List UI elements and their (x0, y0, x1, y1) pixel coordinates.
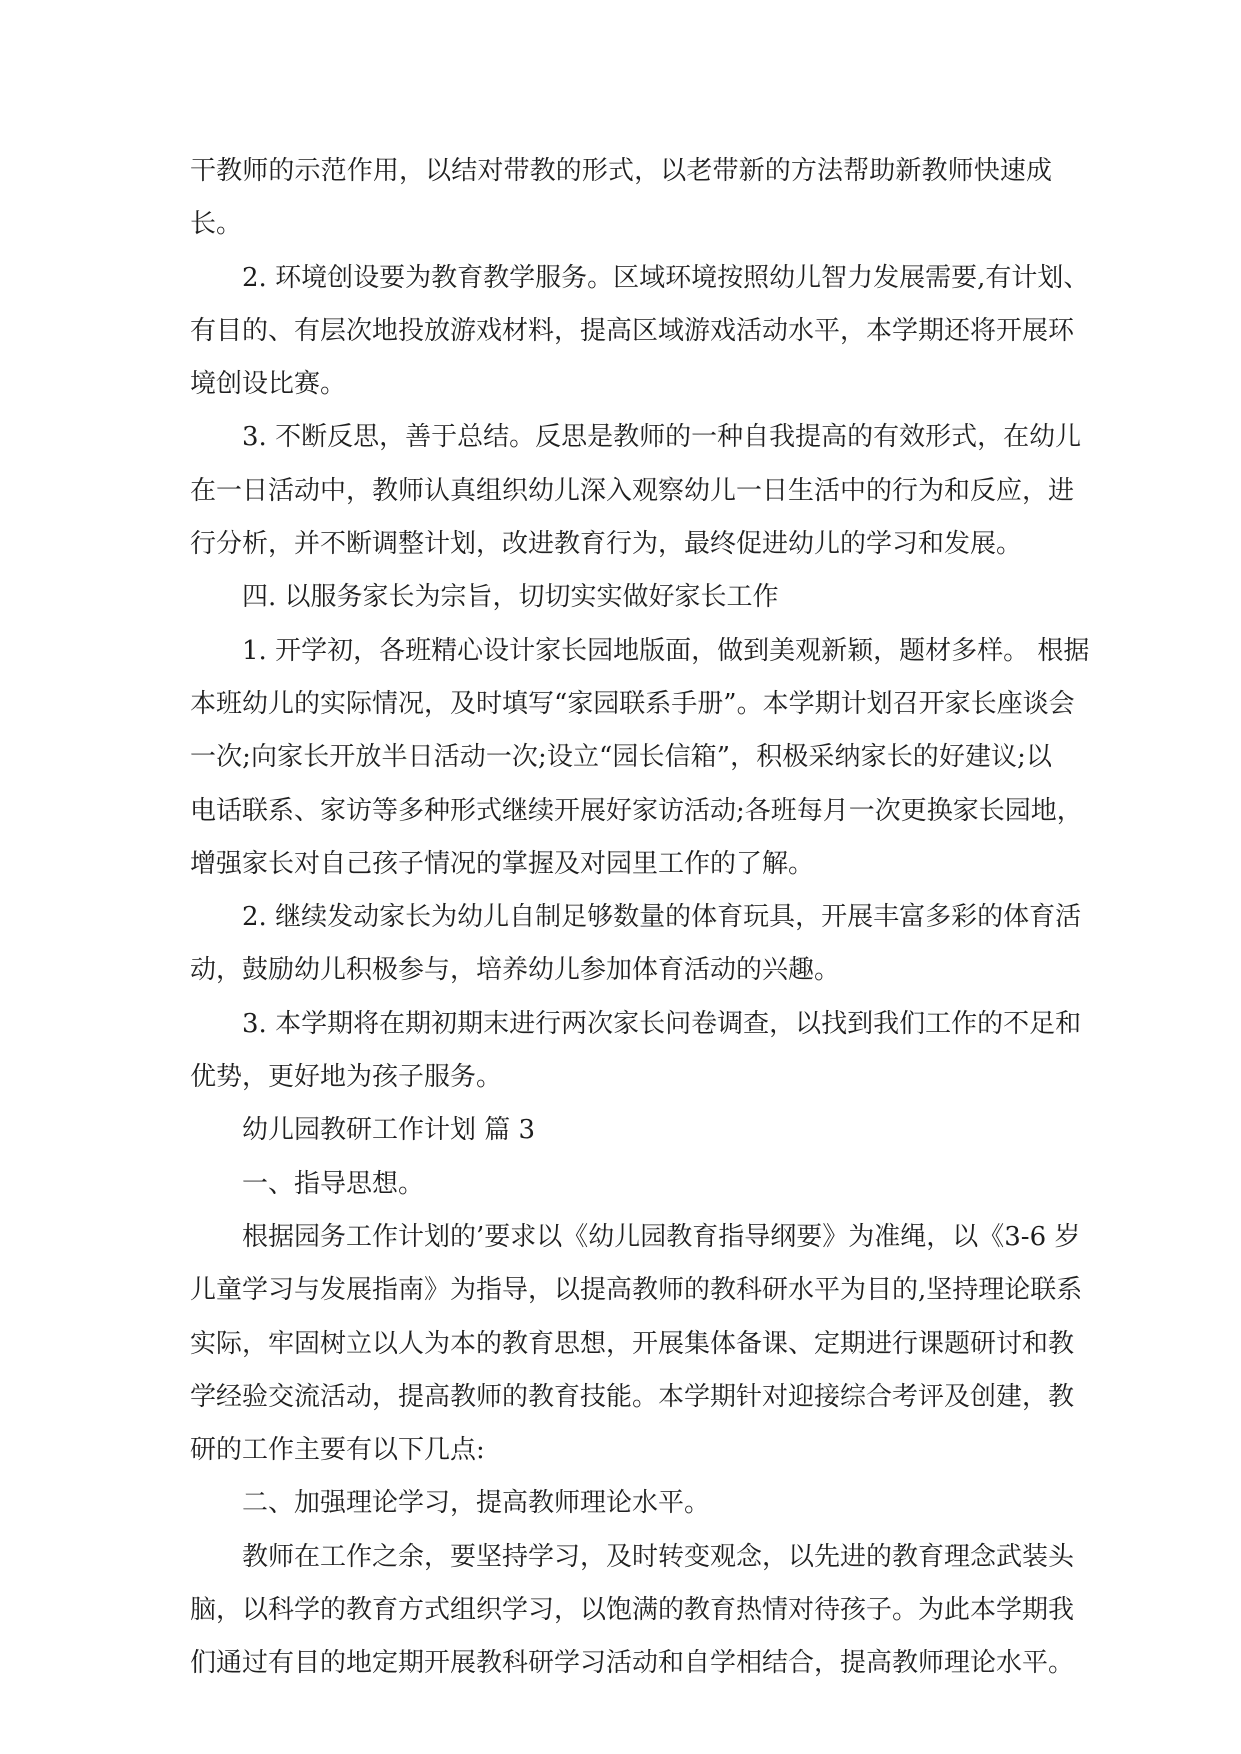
text-line: 们通过有目的地定期开展教科研学习活动和自学相结合，提高教师理论水平。 (190, 1648, 1075, 1679)
text-line: 学经验交流活动，提高教师的教育技能。本学期针对迎接综合考评及创建，教 (190, 1381, 1075, 1412)
text-line: 一次;向家长开放半日活动一次;设立“园长信箱”，积极采纳家长的好建议;以 (190, 742, 1052, 773)
text-line: 本班幼儿的实际情况，及时填写“家园联系手册”。本学期计划召开家长座谈会 (190, 688, 1075, 719)
text-line: 根据园务工作计划的’要求以《幼儿园教育指导纲要》为准绳，以《3-6 岁 (242, 1221, 1081, 1252)
document-page (190, 145, 1090, 1691)
text-line: 境创设比赛。 (190, 369, 347, 400)
text-line: 1. 开学初，各班精心设计家长园地版面，做到美观新颖，题材多样。 根据 (242, 635, 1090, 666)
text-line: 研的工作主要有以下几点: (190, 1435, 485, 1466)
text-line: 动，鼓励幼儿积极参与，培养幼儿参加体育活动的兴趣。 (190, 955, 841, 986)
text-line: 2. 环境创设要为教育教学服务。区域环境按照幼儿智力发展需要,有计划、 (242, 262, 1090, 293)
text-line: 长。 (190, 209, 243, 240)
text-line: 电话联系、家访等多种形式继续开展好家访活动;各班每月一次更换家长园地， (190, 795, 1083, 826)
text-line: 3. 不断反思，善于总结。反思是教师的一种自我提高的有效形式，在幼儿 (242, 422, 1082, 453)
text-line: 幼儿园教研工作计划 篇 3 (242, 1115, 536, 1146)
text-line: 有目的、有层次地投放游戏材料，提高区域游戏活动水平，本学期还将开展环 (190, 315, 1075, 346)
text-line: 教师在工作之余，要坚持学习，及时转变观念，以先进的教育理念武装头 (242, 1541, 1075, 1572)
text-line: 四. 以服务家长为宗旨，切切实实做好家长工作 (242, 582, 779, 613)
text-line: 在一日活动中，教师认真组织幼儿深入观察幼儿一日生活中的行为和反应，进 (190, 475, 1075, 506)
text-line: 优势，更好地为孩子服务。 (190, 1062, 503, 1093)
text-line: 行分析，并不断调整计划，改进教育行为，最终促进幼儿的学习和发展。 (190, 529, 1023, 560)
text-line: 增强家长对自己孩子情况的掌握及对园里工作的了解。 (190, 848, 815, 879)
text-line: 一、指导思想。 (242, 1168, 425, 1199)
text-line: 儿童学习与发展指南》为指导，以提高教师的教科研水平为目的,坚持理论联系 (190, 1275, 1083, 1306)
text-line: 脑，以科学的教育方式组织学习，以饱满的教育热情对待孩子。为此本学期我 (190, 1595, 1075, 1626)
text-line: 实际，牢固树立以人为本的教育思想，开展集体备课、定期进行课题研讨和教 (190, 1328, 1075, 1359)
text-line: 3. 本学期将在期初期末进行两次家长问卷调查，以找到我们工作的不足和 (242, 1008, 1082, 1039)
text-line: 干教师的示范作用，以结对带教的形式，以老带新的方法帮助新教师快速成 (190, 156, 1052, 186)
text-line: 二、加强理论学习，提高教师理论水平。 (242, 1488, 711, 1519)
text-line: 2. 继续发动家长为幼儿自制足够数量的体育玩具，开展丰富多彩的体育活 (242, 902, 1082, 933)
